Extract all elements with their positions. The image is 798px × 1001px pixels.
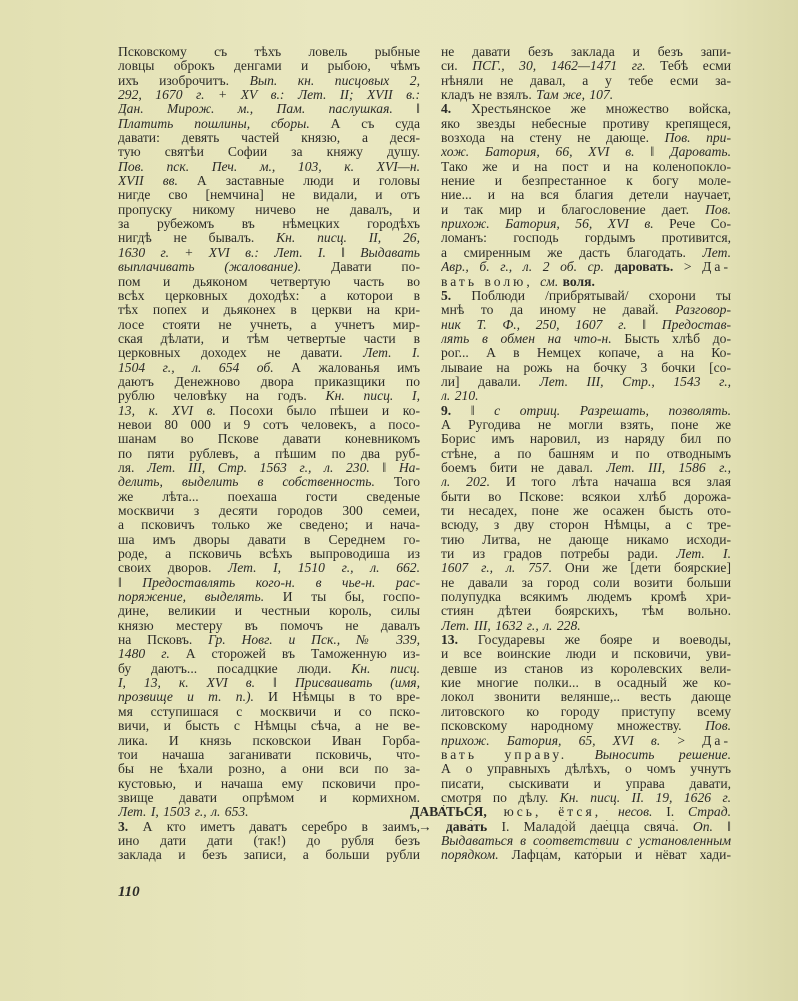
italic-citation: Кн. писц. II, 26,	[276, 231, 420, 246]
text-segment: пом и дьяконом четвертую часть во	[118, 274, 420, 289]
text-segment: А Ругодива не могли взять, поне же	[441, 417, 731, 432]
left-column	[118, 45, 420, 863]
text-segment: А кто иметъ даватъ серебро в заимъ,	[128, 819, 420, 834]
text-line	[441, 231, 731, 245]
italic-citation: 1480 г.	[118, 647, 170, 662]
text-line	[118, 475, 420, 489]
text-segment: на Псковъ.	[118, 633, 209, 648]
italic-citation: Гр. Новг. и Пск., № 339,	[208, 633, 420, 648]
text-line	[441, 404, 731, 418]
text-line	[118, 260, 420, 274]
text-segment: мнѣ то да иному не давай.	[441, 303, 676, 318]
text-line	[441, 117, 731, 131]
text-segment: стиян дѣтеи боярскихъ, тѣм вольно.	[441, 604, 731, 619]
text-line	[118, 418, 420, 432]
text-line	[118, 805, 420, 819]
text-segment: Лафца́м, като́рыи и нёват хади-	[498, 848, 731, 863]
text-line	[118, 318, 420, 332]
text-segment: Тебѣ есми	[645, 59, 731, 74]
text-segment: ти из градов потребы ради.	[441, 547, 677, 562]
text-segment: роде, а псковичь всѣхъ выпроводиша из	[118, 547, 420, 562]
spaced-phrase: вать волю,	[441, 274, 541, 289]
text-line	[441, 203, 731, 217]
text-line	[441, 246, 731, 260]
text-segment: I. Маладо́й дае́цца свяча́.	[487, 819, 693, 834]
text-line	[118, 690, 420, 704]
italic-citation: Кн. писц. II. 19, 1626 г.	[559, 790, 731, 805]
text-segment: псковскому народному множеству.	[441, 719, 706, 734]
italic-citation: Кн. писц. I,	[325, 389, 420, 404]
italic-citation: порядком.	[441, 848, 499, 863]
italic-citation: Платить пошлины, сборы.	[118, 116, 310, 131]
text-line	[118, 490, 420, 504]
text-line	[118, 303, 420, 317]
text-segment: полупудка всякимъ людемъ кромѣ хри-	[441, 590, 731, 605]
italic-citation: л. 202.	[441, 475, 490, 490]
italic-citation: Лет. III, 1632 г., л. 228.	[441, 618, 581, 633]
text-segment: церковных доходех не давати.	[118, 346, 364, 361]
text-line	[118, 289, 420, 303]
text-line	[441, 174, 731, 188]
text-line	[118, 404, 420, 418]
text-line	[441, 848, 731, 862]
text-segment: же лѣта... поехаша гости сведеные	[118, 489, 420, 504]
text-line	[118, 590, 420, 604]
text-segment: Того	[374, 475, 420, 490]
page-number: 110	[118, 884, 140, 900]
text-segment: ‖	[712, 819, 731, 834]
text-segment: яко звезды небесные противу крепящеся,	[441, 116, 731, 131]
text-segment: →	[418, 819, 446, 834]
italic-citation: Выдаваться в соответствии с установленным	[441, 833, 731, 848]
bold-term: 9.	[441, 403, 452, 418]
text-line	[118, 375, 420, 389]
text-segment: >	[660, 733, 703, 748]
text-segment: А сторожей въ Таможенную из-	[169, 647, 420, 662]
text-segment: всюду, з дву сторон Нѣмцы, а с тре-	[441, 518, 731, 533]
text-line	[118, 246, 420, 260]
text-segment: рог... А в Немцех копаче, а на Ко-	[441, 346, 731, 361]
text-line	[118, 604, 420, 618]
text-segment: ская дѣлати, и тѣм четвертые части в	[118, 331, 420, 346]
italic-citation: Выносить решение.	[594, 747, 731, 762]
text-line	[118, 74, 420, 88]
text-line	[441, 217, 731, 231]
text-line	[118, 633, 420, 647]
text-segment: Бысть хлѣб до-	[611, 331, 731, 346]
text-line	[441, 145, 731, 159]
italic-citation: несов.	[617, 805, 653, 820]
text-line	[441, 504, 731, 518]
text-segment: I.	[652, 805, 689, 820]
text-line	[441, 719, 731, 733]
text-segment: нѣняли не давал, а у тебе есми за-	[441, 73, 731, 88]
text-segment: бы не ѣхали розно, а они вси по за-	[118, 762, 420, 777]
text-line	[118, 275, 420, 289]
italic-citation: Дан. Мирож. м., Пам. паслушкая. ‖	[118, 102, 420, 117]
italic-citation: Страд.	[688, 805, 731, 820]
italic-citation: 1630 г. + XVI в.: Лет. I. ‖ Выдавать	[118, 245, 420, 260]
spaced-phrase: Да-	[702, 260, 731, 275]
text-segment: вичи, и бысть с Нѣмцы сѣча, а не ве-	[118, 719, 420, 734]
text-line	[118, 576, 420, 590]
italic-citation: Оп.	[692, 819, 713, 834]
text-line	[418, 820, 731, 834]
text-segment: ино дати дати (так!) до рубля безъ	[118, 833, 420, 848]
text-segment: Псковскому съ тѣхъ ловель рыбные	[118, 45, 420, 59]
bold-term: 13.	[441, 633, 458, 648]
italic-citation: Лет. I, 1503 г., л. 653.	[118, 805, 249, 820]
text-line	[441, 590, 731, 604]
text-segment: князю местеру въ помочъ не давалъ	[118, 618, 420, 633]
italic-citation: прихож. Батория, 65, XVI в.	[441, 733, 661, 748]
text-line	[441, 188, 731, 202]
text-segment: не давали за город соли возити больши	[441, 575, 731, 590]
text-line	[118, 791, 420, 805]
text-segment: и все воинские люди и псковичи, уви-	[441, 647, 731, 662]
text-line	[441, 777, 731, 791]
text-segment: тои начаша заганивати псковичь, что-	[118, 747, 420, 762]
text-segment: Борис имъ наровил, из наряду бил по	[441, 432, 731, 447]
text-line	[410, 805, 731, 819]
italic-citation: поряжение, выделять.	[118, 590, 265, 605]
text-line	[441, 561, 731, 575]
text-line	[118, 447, 420, 461]
text-line	[118, 461, 420, 475]
text-line	[118, 619, 420, 633]
spaced-phrase: Да-	[702, 733, 731, 748]
text-line	[118, 762, 420, 776]
spaced-phrase: юсь, ётся,	[486, 805, 618, 820]
text-line	[118, 547, 420, 561]
text-segment: А жалованья имъ	[273, 360, 420, 375]
text-line	[441, 88, 731, 102]
text-segment: за рубежомъ въ нѣмецких городѣхъ	[118, 217, 420, 232]
text-line	[118, 217, 420, 231]
text-segment: а смиренным же дасть благодать.	[441, 245, 703, 260]
italic-citation: Лет. III, Стр., 1543 г.,	[539, 374, 731, 389]
text-line	[441, 748, 731, 762]
text-line	[118, 117, 420, 131]
text-segment: Давати по-	[301, 260, 420, 275]
italic-citation: ПСГ., 30, 1462—1471 гг.	[472, 59, 646, 74]
text-segment: локол звонити велянше,.. весть дающе	[441, 690, 731, 705]
text-segment: лосе стояти не учнеть, а учнетъ мир-	[118, 317, 420, 332]
text-line	[441, 45, 731, 59]
text-line	[441, 734, 731, 748]
text-segment: ли] давали.	[441, 374, 540, 389]
italic-citation: ‖ с отриц. Разрешать, позволять.	[451, 403, 731, 418]
text-segment: бу даютъ... посадцкие люди.	[118, 661, 352, 676]
italic-citation: Лет. III, 1586 г.,	[606, 460, 731, 475]
text-line	[118, 145, 420, 159]
text-line	[441, 318, 731, 332]
text-segment: стѣне, а по башням и по отводнымъ	[441, 446, 731, 461]
right-column	[410, 45, 731, 863]
text-line	[118, 705, 420, 719]
text-segment: писати, сыскивати и управа давати,	[441, 776, 731, 791]
italic-citation: Там же, 107.	[536, 88, 614, 103]
text-line	[441, 518, 731, 532]
text-segment: И того лѣта начаша вся злая	[489, 475, 731, 490]
text-segment: Тако же и на пост и на коленопокло-	[441, 159, 731, 174]
text-line	[441, 389, 731, 403]
text-line	[118, 174, 420, 188]
text-segment: звище давати опрѣмом и кормихном.	[118, 790, 420, 805]
italic-citation: Разговор-	[675, 303, 731, 318]
text-segment: москвичи з десяти городов 300 семеи,	[118, 504, 420, 518]
italic-citation: прихож. Батория, 56, XVI в.	[441, 217, 654, 232]
bold-term: даровать.	[614, 260, 674, 275]
text-segment: кустовью, и начаша ему псковичи про-	[118, 776, 420, 791]
text-line	[118, 346, 420, 360]
italic-citation: 13, к. XVI в.	[118, 403, 216, 418]
text-line	[118, 647, 420, 661]
italic-citation: Пов.	[705, 202, 731, 217]
italic-citation: см.	[540, 274, 563, 289]
text-line	[441, 619, 731, 633]
italic-citation: ник Т. Ф., 250, 1607 г. ‖ Предостав-	[441, 317, 731, 332]
text-segment: Посохи было пѣшеи и ко-	[215, 403, 420, 418]
text-line	[441, 74, 731, 88]
italic-citation: Вып. кн. писцовых 2,	[249, 73, 420, 88]
bold-term: дава́ть	[445, 819, 488, 834]
text-line	[441, 662, 731, 676]
italic-citation: Пов. при-	[664, 131, 731, 146]
text-line	[441, 604, 731, 618]
text-line	[118, 45, 420, 59]
text-segment: лываие на рожь на бочку 3 бочки [со-	[441, 360, 731, 375]
text-segment: ля.	[118, 460, 148, 475]
text-line	[118, 389, 420, 403]
text-line	[441, 533, 731, 547]
text-line	[441, 102, 731, 116]
text-segment: боемъ бити не давал.	[441, 460, 607, 475]
text-segment: нигде сво [немчина] не видали, и отъ	[118, 188, 420, 203]
italic-citation: делить, выделить в собственность.	[118, 475, 375, 490]
text-line	[441, 490, 731, 504]
text-segment: заклада и безъ записи, а больши рубли	[118, 848, 420, 863]
text-line	[441, 576, 731, 590]
italic-citation: лять в обмен на что-н.	[441, 331, 612, 346]
text-line	[118, 432, 420, 446]
text-line	[441, 275, 731, 289]
text-line	[118, 662, 420, 676]
text-line	[441, 447, 731, 461]
italic-citation: Авр., б. г., л. 2 об. ср.	[441, 260, 615, 275]
text-line	[118, 160, 420, 174]
text-line	[118, 518, 420, 532]
text-segment: ломанъ: господь гордымъ противится,	[441, 231, 731, 246]
text-segment: кие многие полки... в осадный же ко-	[441, 676, 731, 691]
bold-term: 5.	[441, 288, 452, 303]
text-segment: давати: девять частей князю, а деся-	[118, 131, 420, 146]
italic-citation: Лет.	[702, 245, 731, 260]
text-line	[118, 203, 420, 217]
italic-citation: 292, 1670 г. + XV в.: Лет. II; XVII в.:	[118, 88, 420, 103]
text-line	[441, 346, 731, 360]
text-segment: дине, великии и честныи король, силы	[118, 604, 420, 619]
text-line	[441, 791, 731, 805]
text-line	[441, 834, 731, 848]
text-segment: не давати безъ заклада и безъ запи-	[441, 45, 731, 59]
text-line	[118, 332, 420, 346]
text-segment: Рече Со-	[653, 217, 731, 232]
text-segment: лика. И князь псковскои Иван Горба-	[118, 733, 420, 748]
text-segment: Поблюди /прибрятывай/ схорони ты	[451, 288, 731, 303]
text-line	[441, 475, 731, 489]
text-line	[441, 647, 731, 661]
text-line	[441, 131, 731, 145]
italic-citation: хож. Батория, 66, XVI в. ‖ Даровать.	[441, 145, 731, 160]
text-line	[118, 102, 420, 116]
text-line	[441, 633, 731, 647]
text-line	[118, 131, 420, 145]
text-segment: литовского ко городу приступу всему	[441, 704, 731, 719]
text-segment: а псковичъ только же сведено; и нача-	[118, 518, 420, 533]
text-segment: А заставные люди и головы	[177, 174, 420, 189]
italic-citation: 1607 г., л. 757.	[441, 561, 552, 576]
text-segment: шанам во Пскове давати коневникомъ	[118, 432, 420, 447]
text-line	[118, 231, 420, 245]
text-segment: кладъ не взялъ.	[441, 88, 537, 103]
text-segment: А о управныхъ дѣлѣхъ, о чомъ учнутъ	[441, 762, 731, 777]
italic-citation: Лет. I.	[676, 547, 731, 562]
text-segment: си.	[441, 59, 473, 74]
text-segment: тую святѣи Софии за княжу душу.	[118, 145, 420, 160]
text-line	[441, 676, 731, 690]
text-segment: нигдѣ не бывалъ.	[118, 231, 277, 246]
italic-citation: Пов.	[705, 719, 731, 734]
italic-citation: I, 13, к. XVI в. ‖ Присваивать (имя,	[118, 676, 420, 691]
italic-citation: XVII вв.	[118, 174, 178, 189]
text-line	[441, 160, 731, 174]
text-line	[441, 762, 731, 776]
text-line	[118, 676, 420, 690]
italic-citation: ‖ Предоставлять кого-н. в чье-н. рас-	[118, 575, 420, 590]
text-line	[441, 289, 731, 303]
text-line	[441, 690, 731, 704]
text-segment: тѣх попех и дьяконех в церкви на кри-	[118, 303, 420, 318]
text-segment: смотря по дѣлу.	[441, 790, 560, 805]
text-line	[118, 533, 420, 547]
text-segment: А съ суда	[309, 116, 420, 131]
italic-citation: Лет. I.	[363, 346, 420, 361]
text-line	[441, 375, 731, 389]
italic-citation: 1504 г., л. 654 об.	[118, 360, 274, 375]
text-segment: всѣх церковных доходѣх: а которои в	[118, 288, 420, 303]
text-line	[441, 303, 731, 317]
bold-term: ДАВА́ТЬСЯ,	[410, 805, 487, 820]
text-line	[441, 705, 731, 719]
text-line	[441, 547, 731, 561]
text-segment: ловцы оброкъ денгами и рыбою, чѣмъ	[118, 59, 420, 74]
text-line	[118, 848, 420, 862]
text-line	[118, 719, 420, 733]
text-line	[118, 188, 420, 202]
text-line	[441, 260, 731, 274]
italic-citation: Лет. III, Стр. 1563 г., л. 230. ‖ На-	[147, 460, 420, 475]
italic-citation: Пов. пск. Печ. м., 103, к. XVI—н.	[118, 159, 420, 174]
text-segment: ние... и на вся благия детели научает,	[441, 188, 731, 203]
text-segment: рублю человѣку на годъ.	[118, 389, 326, 404]
text-line	[441, 332, 731, 346]
bold-term: воля.	[562, 274, 595, 289]
spaced-phrase: вать управу.	[441, 747, 595, 762]
text-line	[118, 361, 420, 375]
text-segment: >	[673, 260, 703, 275]
italic-citation: прозвище и т. п.).	[118, 690, 254, 705]
text-segment: по пяти рублевъ, а пѣшим по два руб-	[118, 446, 420, 461]
text-line	[118, 777, 420, 791]
text-line	[441, 461, 731, 475]
text-line	[118, 820, 420, 834]
italic-citation: выплачивать (жалование).	[118, 260, 302, 275]
text-line	[441, 432, 731, 446]
text-segment: ша имъ дворы давати в Середнем го-	[118, 532, 420, 547]
text-segment: быти во Пскове: всякои хлѣб дорожа-	[441, 489, 731, 504]
text-segment: Они же [дети боярские]	[552, 561, 731, 576]
text-segment: Государевы же бояре и воеводы,	[458, 633, 731, 648]
text-segment: нение и безпрестанное к богу моле-	[441, 174, 731, 189]
text-segment: И ты бы, госпо-	[264, 590, 420, 605]
text-line	[118, 734, 420, 748]
text-line	[441, 361, 731, 375]
text-line	[441, 418, 731, 432]
text-segment: ихъ изоброчитъ.	[118, 73, 250, 88]
text-segment: невои 80 000 и 9 сотъ человекъ, а посо-	[118, 417, 420, 432]
text-segment: даютъ Денежново двора приказщики по	[118, 374, 420, 389]
text-segment: возхода на стену не дающе.	[441, 131, 665, 146]
text-segment: И Нѣмцы в то вре-	[253, 690, 420, 705]
text-line	[118, 561, 420, 575]
text-line	[118, 88, 420, 102]
text-segment: пропуску никому ничево не давалъ, и	[118, 202, 420, 217]
text-segment: своих дворов.	[118, 561, 229, 576]
text-segment: тию Литва, не дающе никамо исходи-	[441, 532, 731, 547]
italic-citation: л. 210.	[441, 389, 479, 404]
bold-term: 4.	[441, 102, 452, 117]
text-line	[118, 59, 420, 73]
italic-citation: Кн. писц.	[351, 661, 420, 676]
text-line	[118, 748, 420, 762]
text-segment: и так мир и благословение дает.	[441, 202, 706, 217]
text-segment: ти несадех, поне же осажен бысть ото-	[441, 504, 731, 518]
text-line	[118, 834, 420, 848]
text-segment: девше из станов из королевских вели-	[441, 661, 731, 676]
text-line	[118, 504, 420, 518]
italic-citation: Лет. I, 1510 г., л. 662.	[228, 561, 420, 576]
text-line	[441, 59, 731, 73]
text-segment: мя сступишася с москвичи и со пско-	[118, 704, 420, 719]
bold-term: 3.	[118, 819, 129, 834]
text-segment: Хрестьянское же множество войска,	[451, 102, 731, 117]
